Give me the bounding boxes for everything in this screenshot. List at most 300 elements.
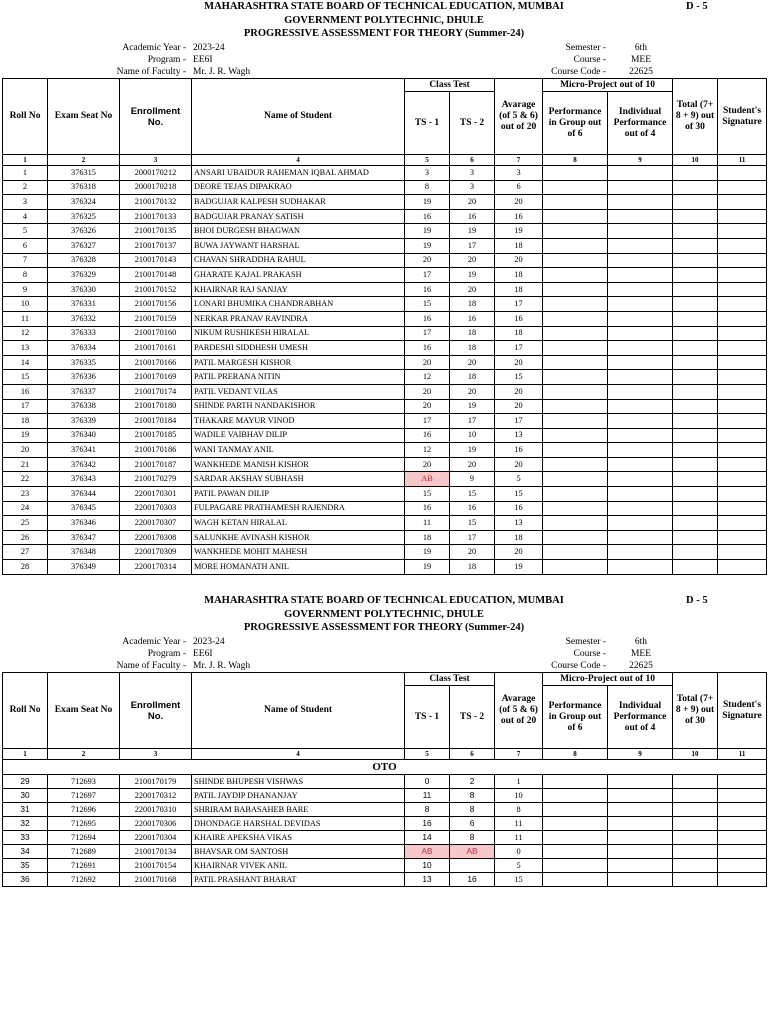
ts2-cell: 16 bbox=[450, 873, 495, 887]
total-cell bbox=[673, 487, 718, 502]
student-name-cell: SALUNKHE AVINASH KISHOR bbox=[192, 530, 405, 545]
col-class-test: Class Test bbox=[405, 673, 495, 686]
perf-individual-cell bbox=[608, 789, 673, 803]
ts1-cell: 19 bbox=[405, 238, 450, 253]
signature-cell bbox=[718, 457, 767, 472]
roll-no-cell: 16 bbox=[3, 384, 48, 399]
signature-cell bbox=[718, 501, 767, 516]
perf-individual-cell bbox=[608, 472, 673, 487]
signature-cell bbox=[718, 282, 767, 297]
signature-cell bbox=[718, 180, 767, 195]
signature-cell bbox=[718, 341, 767, 356]
perf-individual-cell bbox=[608, 195, 673, 210]
perf-individual-cell bbox=[608, 501, 673, 516]
roll-no-cell: 20 bbox=[3, 443, 48, 458]
index-cell: 6 bbox=[450, 749, 495, 760]
program-value: EE6I bbox=[193, 55, 213, 65]
course-label: Course - bbox=[573, 649, 606, 659]
program-label: Program - bbox=[147, 55, 186, 65]
student-name-cell: SHRIRAM BABASAHEB BARE bbox=[192, 803, 405, 817]
ts1-cell: 18 bbox=[405, 530, 450, 545]
board-title: MAHARASHTRA STATE BOARD OF TECHNICAL EDUCATION, MUMBAI bbox=[204, 595, 564, 606]
student-name-cell: NERKAR PRANAV RAVINDRA bbox=[192, 311, 405, 326]
student-row bbox=[3, 457, 767, 472]
ts1-cell: 19 bbox=[405, 545, 450, 560]
signature-cell bbox=[718, 195, 767, 210]
col-class-test: Class Test bbox=[405, 79, 495, 92]
perf-group-cell bbox=[543, 384, 608, 399]
perf-individual-cell bbox=[608, 282, 673, 297]
perf-individual-cell bbox=[608, 268, 673, 283]
total-cell bbox=[673, 166, 718, 181]
student-name-cell: WANI TANMAY ANIL bbox=[192, 443, 405, 458]
perf-group-cell bbox=[543, 414, 608, 429]
ts2-cell: 20 bbox=[450, 282, 495, 297]
ts2-cell: 19 bbox=[450, 268, 495, 283]
exam-seat-cell: 376349 bbox=[48, 560, 120, 575]
course-code-label: Course Code - bbox=[551, 67, 606, 77]
ts2-cell: AB bbox=[450, 845, 495, 859]
index-cell: 3 bbox=[120, 155, 192, 166]
marks-table bbox=[2, 78, 767, 575]
average-cell: 15 bbox=[495, 873, 543, 887]
ts2-cell: 8 bbox=[450, 831, 495, 845]
ts1-cell: 19 bbox=[405, 195, 450, 210]
student-name-cell: PARDESHI SIDDHESH UMESH bbox=[192, 341, 405, 356]
perf-individual-cell bbox=[608, 224, 673, 239]
total-cell bbox=[673, 370, 718, 385]
ts2-cell: 9 bbox=[450, 472, 495, 487]
perf-group-cell bbox=[543, 873, 608, 887]
ts1-cell: 3 bbox=[405, 166, 450, 181]
signature-cell bbox=[718, 845, 767, 859]
signature-cell bbox=[718, 326, 767, 341]
assessment-title: PROGRESSIVE ASSESSMENT FOR THEORY (Summer-24) bbox=[243, 622, 525, 633]
col-roll-no: Roll No bbox=[3, 673, 48, 749]
student-row bbox=[3, 297, 767, 312]
enrollment-cell: 2100170180 bbox=[120, 399, 192, 414]
perf-individual-cell bbox=[608, 209, 673, 224]
total-cell bbox=[673, 355, 718, 370]
perf-group-cell bbox=[543, 487, 608, 502]
average-cell: 20 bbox=[495, 399, 543, 414]
student-row bbox=[3, 443, 767, 458]
student-name-cell: DHONDAGE HARSHAL DEVIDAS bbox=[192, 817, 405, 831]
faculty-value: Mr. J. R. Wagh bbox=[193, 661, 251, 671]
student-name-cell: PATIL PRASHANT BHARAT bbox=[192, 873, 405, 887]
roll-no-cell: 13 bbox=[3, 341, 48, 356]
assessment-title: PROGRESSIVE ASSESSMENT FOR THEORY (Summer-24) bbox=[243, 28, 525, 39]
signature-cell bbox=[718, 355, 767, 370]
perf-group-cell bbox=[543, 545, 608, 560]
perf-individual-cell bbox=[608, 355, 673, 370]
average-cell: 13 bbox=[495, 516, 543, 531]
exam-seat-cell: 376342 bbox=[48, 457, 120, 472]
signature-cell bbox=[718, 311, 767, 326]
average-cell: 0 bbox=[495, 845, 543, 859]
index-cell: 10 bbox=[673, 155, 718, 166]
col-name: Name of Student bbox=[192, 79, 405, 155]
enrollment-cell: 2100170156 bbox=[120, 297, 192, 312]
exam-seat-cell: 712695 bbox=[48, 817, 120, 831]
column-index-row bbox=[3, 155, 767, 166]
student-name-cell: DEORE TEJAS DIPAKRAO bbox=[192, 180, 405, 195]
enrollment-cell: 2100170185 bbox=[120, 428, 192, 443]
enrollment-cell: 2100170137 bbox=[120, 238, 192, 253]
perf-group-cell bbox=[543, 775, 608, 789]
index-cell: 9 bbox=[608, 155, 673, 166]
average-cell: 20 bbox=[495, 355, 543, 370]
course-code-label: Course Code - bbox=[551, 661, 606, 671]
academic-year-label: Academic Year - bbox=[122, 637, 186, 647]
student-row bbox=[3, 789, 767, 803]
roll-no-cell: 5 bbox=[3, 224, 48, 239]
roll-no-cell: 11 bbox=[3, 311, 48, 326]
student-row bbox=[3, 384, 767, 399]
ts1-cell: 12 bbox=[405, 370, 450, 385]
exam-seat-cell: 712692 bbox=[48, 873, 120, 887]
student-row bbox=[3, 845, 767, 859]
ts1-cell: 17 bbox=[405, 268, 450, 283]
total-cell bbox=[673, 341, 718, 356]
enrollment-cell: 2200170307 bbox=[120, 516, 192, 531]
ts2-cell: 19 bbox=[450, 224, 495, 239]
ts1-cell: 13 bbox=[405, 873, 450, 887]
exam-seat-cell: 376330 bbox=[48, 282, 120, 297]
signature-cell bbox=[718, 238, 767, 253]
index-cell: 8 bbox=[543, 749, 608, 760]
exam-seat-cell: 376345 bbox=[48, 501, 120, 516]
ts2-cell: 6 bbox=[450, 817, 495, 831]
ts2-cell bbox=[450, 859, 495, 873]
index-cell: 11 bbox=[718, 749, 767, 760]
student-name-cell: WANKHEDE MOHIT MAHESH bbox=[192, 545, 405, 560]
program-label: Program - bbox=[147, 649, 186, 659]
signature-cell bbox=[718, 297, 767, 312]
exam-seat-cell: 376325 bbox=[48, 209, 120, 224]
faculty-label: Name of Faculty - bbox=[116, 67, 186, 77]
perf-group-cell bbox=[543, 166, 608, 181]
total-cell bbox=[673, 472, 718, 487]
enrollment-cell: 2100170132 bbox=[120, 195, 192, 210]
ts1-cell: 19 bbox=[405, 224, 450, 239]
ts1-cell: 15 bbox=[405, 487, 450, 502]
ts1-cell: 16 bbox=[405, 341, 450, 356]
col-perf-group: Performance in Group out of 6 bbox=[543, 686, 608, 749]
ts1-cell: 20 bbox=[405, 253, 450, 268]
enrollment-cell: 2100170169 bbox=[120, 370, 192, 385]
perf-group-cell bbox=[543, 326, 608, 341]
roll-no-cell: 35 bbox=[3, 859, 48, 873]
perf-group-cell bbox=[543, 472, 608, 487]
exam-seat-cell: 712696 bbox=[48, 803, 120, 817]
student-rows bbox=[3, 166, 767, 575]
ts1-cell: 14 bbox=[405, 831, 450, 845]
student-name-cell: PATIL PAWAN DILIP bbox=[192, 487, 405, 502]
program-value: EE6I bbox=[193, 649, 213, 659]
average-cell: 11 bbox=[495, 831, 543, 845]
perf-group-cell bbox=[543, 238, 608, 253]
ts1-cell: 10 bbox=[405, 859, 450, 873]
perf-individual-cell bbox=[608, 414, 673, 429]
ts1-cell: 16 bbox=[405, 209, 450, 224]
ts2-cell: 18 bbox=[450, 297, 495, 312]
average-cell: 18 bbox=[495, 268, 543, 283]
student-row bbox=[3, 268, 767, 283]
index-cell: 8 bbox=[543, 155, 608, 166]
ts1-cell: 17 bbox=[405, 414, 450, 429]
roll-no-cell: 34 bbox=[3, 845, 48, 859]
roll-no-cell: 31 bbox=[3, 803, 48, 817]
col-exam-seat: Exam Seat No bbox=[48, 79, 120, 155]
student-row bbox=[3, 326, 767, 341]
average-cell: 3 bbox=[495, 166, 543, 181]
enrollment-cell: 2100170166 bbox=[120, 355, 192, 370]
enrollment-cell: 2200170310 bbox=[120, 803, 192, 817]
exam-seat-cell: 376347 bbox=[48, 530, 120, 545]
enrollment-cell: 2100170174 bbox=[120, 384, 192, 399]
average-cell: 18 bbox=[495, 238, 543, 253]
index-cell: 1 bbox=[3, 155, 48, 166]
total-cell bbox=[673, 817, 718, 831]
perf-group-cell bbox=[543, 501, 608, 516]
col-perf-group: Performance in Group out of 6 bbox=[543, 92, 608, 155]
perf-group-cell bbox=[543, 428, 608, 443]
perf-group-cell bbox=[543, 530, 608, 545]
enrollment-cell: 2100170159 bbox=[120, 311, 192, 326]
ts2-cell: 18 bbox=[450, 341, 495, 356]
col-micro-project: Micro-Project out of 10 bbox=[543, 673, 673, 686]
perf-group-cell bbox=[543, 859, 608, 873]
index-cell: 7 bbox=[495, 749, 543, 760]
ts2-cell: 8 bbox=[450, 803, 495, 817]
exam-seat-cell: 376326 bbox=[48, 224, 120, 239]
semester-value: 6th bbox=[634, 43, 648, 53]
roll-no-cell: 28 bbox=[3, 560, 48, 575]
col-ts2: TS - 2 bbox=[450, 686, 495, 749]
student-row bbox=[3, 803, 767, 817]
student-name-cell: SHINDE BHUPESH VISHWAS bbox=[192, 775, 405, 789]
perf-individual-cell bbox=[608, 803, 673, 817]
roll-no-cell: 19 bbox=[3, 428, 48, 443]
ts1-cell: 11 bbox=[405, 789, 450, 803]
total-cell bbox=[673, 516, 718, 531]
ts2-cell: 3 bbox=[450, 180, 495, 195]
student-row bbox=[3, 487, 767, 502]
student-name-cell: KHAIRE APEKSHA VIKAS bbox=[192, 831, 405, 845]
ts1-cell: 20 bbox=[405, 399, 450, 414]
signature-cell bbox=[718, 370, 767, 385]
col-average: Avarage (of 5 & 6) out of 20 bbox=[495, 79, 543, 155]
perf-group-cell bbox=[543, 224, 608, 239]
perf-individual-cell bbox=[608, 443, 673, 458]
exam-seat-cell: 376346 bbox=[48, 516, 120, 531]
document-code: D - 5 bbox=[686, 1, 708, 12]
perf-individual-cell bbox=[608, 311, 673, 326]
ts2-cell: 20 bbox=[450, 355, 495, 370]
student-row bbox=[3, 530, 767, 545]
signature-cell bbox=[718, 530, 767, 545]
ts1-cell: 0 bbox=[405, 775, 450, 789]
faculty-label: Name of Faculty - bbox=[116, 661, 186, 671]
perf-individual-cell bbox=[608, 845, 673, 859]
col-enrollment: Enrollment No. bbox=[120, 79, 192, 155]
roll-no-cell: 22 bbox=[3, 472, 48, 487]
perf-group-cell bbox=[543, 311, 608, 326]
perf-group-cell bbox=[543, 399, 608, 414]
col-name: Name of Student bbox=[192, 673, 405, 749]
total-cell bbox=[673, 384, 718, 399]
student-name-cell: PATIL JAYDIP DHANANJAY bbox=[192, 789, 405, 803]
student-name-cell: KHAIRNAR VIVEK ANIL bbox=[192, 859, 405, 873]
perf-individual-cell bbox=[608, 530, 673, 545]
exam-seat-cell: 376324 bbox=[48, 195, 120, 210]
exam-seat-cell: 376329 bbox=[48, 268, 120, 283]
average-cell: 5 bbox=[495, 859, 543, 873]
signature-cell bbox=[718, 545, 767, 560]
student-row bbox=[3, 166, 767, 181]
document-code: D - 5 bbox=[686, 595, 708, 606]
total-cell bbox=[673, 238, 718, 253]
ts1-cell: 12 bbox=[405, 443, 450, 458]
total-cell bbox=[673, 545, 718, 560]
student-name-cell: PATIL MARGESH KISHOR bbox=[192, 355, 405, 370]
student-row bbox=[3, 209, 767, 224]
enrollment-cell: 2100170187 bbox=[120, 457, 192, 472]
enrollment-cell: 2200170308 bbox=[120, 530, 192, 545]
signature-cell bbox=[718, 268, 767, 283]
total-cell bbox=[673, 789, 718, 803]
index-cell: 4 bbox=[192, 749, 405, 760]
student-name-cell: BADGUJAR KALPESH SUDHAKAR bbox=[192, 195, 405, 210]
total-cell bbox=[673, 224, 718, 239]
total-cell bbox=[673, 180, 718, 195]
total-cell bbox=[673, 195, 718, 210]
total-cell bbox=[673, 845, 718, 859]
signature-cell bbox=[718, 166, 767, 181]
total-cell bbox=[673, 282, 718, 297]
student-row bbox=[3, 370, 767, 385]
average-cell: 20 bbox=[495, 457, 543, 472]
roll-no-cell: 3 bbox=[3, 195, 48, 210]
perf-individual-cell bbox=[608, 297, 673, 312]
exam-seat-cell: 376344 bbox=[48, 487, 120, 502]
student-name-cell: THAKARE MAYUR VINOD bbox=[192, 414, 405, 429]
perf-group-cell bbox=[543, 297, 608, 312]
section-label: OTO bbox=[3, 760, 767, 775]
perf-individual-cell bbox=[608, 817, 673, 831]
average-cell: 16 bbox=[495, 209, 543, 224]
average-cell: 1 bbox=[495, 775, 543, 789]
perf-individual-cell bbox=[608, 166, 673, 181]
student-name-cell: KHAIRNAR RAJ SANJAY bbox=[192, 282, 405, 297]
exam-seat-cell: 376343 bbox=[48, 472, 120, 487]
enrollment-cell: 2100170134 bbox=[120, 845, 192, 859]
ts2-cell: 18 bbox=[450, 326, 495, 341]
course-value: MEE bbox=[630, 55, 652, 65]
ts2-cell: 2 bbox=[450, 775, 495, 789]
semester-label: Semester - bbox=[565, 637, 606, 647]
average-cell: 15 bbox=[495, 370, 543, 385]
ts1-cell: 8 bbox=[405, 803, 450, 817]
student-row bbox=[3, 831, 767, 845]
roll-no-cell: 23 bbox=[3, 487, 48, 502]
ts1-cell: AB bbox=[405, 845, 450, 859]
average-cell: 20 bbox=[495, 195, 543, 210]
institute-title: GOVERNMENT POLYTECHNIC, DHULE bbox=[284, 609, 484, 620]
roll-no-cell: 15 bbox=[3, 370, 48, 385]
student-name-cell: BUWA JAYWANT HARSHAL bbox=[192, 238, 405, 253]
average-cell: 11 bbox=[495, 817, 543, 831]
average-cell: 13 bbox=[495, 428, 543, 443]
roll-no-cell: 24 bbox=[3, 501, 48, 516]
perf-group-cell bbox=[543, 789, 608, 803]
perf-group-cell bbox=[543, 370, 608, 385]
perf-group-cell bbox=[543, 457, 608, 472]
board-title: MAHARASHTRA STATE BOARD OF TECHNICAL EDUCATION, MUMBAI bbox=[204, 1, 564, 12]
average-cell: 18 bbox=[495, 326, 543, 341]
student-row bbox=[3, 545, 767, 560]
roll-no-cell: 36 bbox=[3, 873, 48, 887]
perf-individual-cell bbox=[608, 428, 673, 443]
student-row bbox=[3, 859, 767, 873]
signature-cell bbox=[718, 560, 767, 575]
student-row bbox=[3, 253, 767, 268]
col-signature: Student's Signature bbox=[718, 79, 767, 155]
student-name-cell: WADILE VAIBHAV DILIP bbox=[192, 428, 405, 443]
student-name-cell: ANSARI UBAIDUR RAHEMAN IQBAL AHMAD bbox=[192, 166, 405, 181]
signature-cell bbox=[718, 859, 767, 873]
exam-seat-cell: 376339 bbox=[48, 414, 120, 429]
ts1-cell: AB bbox=[405, 472, 450, 487]
index-cell: 11 bbox=[718, 155, 767, 166]
roll-no-cell: 12 bbox=[3, 326, 48, 341]
average-cell: 10 bbox=[495, 789, 543, 803]
enrollment-cell: 2100170152 bbox=[120, 282, 192, 297]
enrollment-cell: 2100170179 bbox=[120, 775, 192, 789]
roll-no-cell: 30 bbox=[3, 789, 48, 803]
roll-no-cell: 18 bbox=[3, 414, 48, 429]
perf-group-cell bbox=[543, 355, 608, 370]
index-cell: 9 bbox=[608, 749, 673, 760]
roll-no-cell: 14 bbox=[3, 355, 48, 370]
perf-individual-cell bbox=[608, 516, 673, 531]
student-name-cell: NIKUM RUSHIKESH HIRALAL bbox=[192, 326, 405, 341]
average-cell: 16 bbox=[495, 311, 543, 326]
roll-no-cell: 4 bbox=[3, 209, 48, 224]
column-index-row bbox=[3, 749, 767, 760]
student-name-cell: WAGH KETAN HIRALAL bbox=[192, 516, 405, 531]
student-rows bbox=[3, 775, 767, 887]
signature-cell bbox=[718, 224, 767, 239]
average-cell: 6 bbox=[495, 180, 543, 195]
average-cell: 15 bbox=[495, 487, 543, 502]
roll-no-cell: 26 bbox=[3, 530, 48, 545]
student-name-cell: MORE HOMANATH ANIL bbox=[192, 560, 405, 575]
col-enrollment: Enrollment No. bbox=[120, 673, 192, 749]
average-cell: 8 bbox=[495, 803, 543, 817]
perf-group-cell bbox=[543, 443, 608, 458]
index-cell: 2 bbox=[48, 155, 120, 166]
enrollment-cell: 2100170133 bbox=[120, 209, 192, 224]
exam-seat-cell: 376334 bbox=[48, 341, 120, 356]
enrollment-cell: 2100170143 bbox=[120, 253, 192, 268]
exam-seat-cell: 376338 bbox=[48, 399, 120, 414]
average-cell: 20 bbox=[495, 545, 543, 560]
student-row bbox=[3, 238, 767, 253]
exam-seat-cell: 376327 bbox=[48, 238, 120, 253]
student-row bbox=[3, 224, 767, 239]
